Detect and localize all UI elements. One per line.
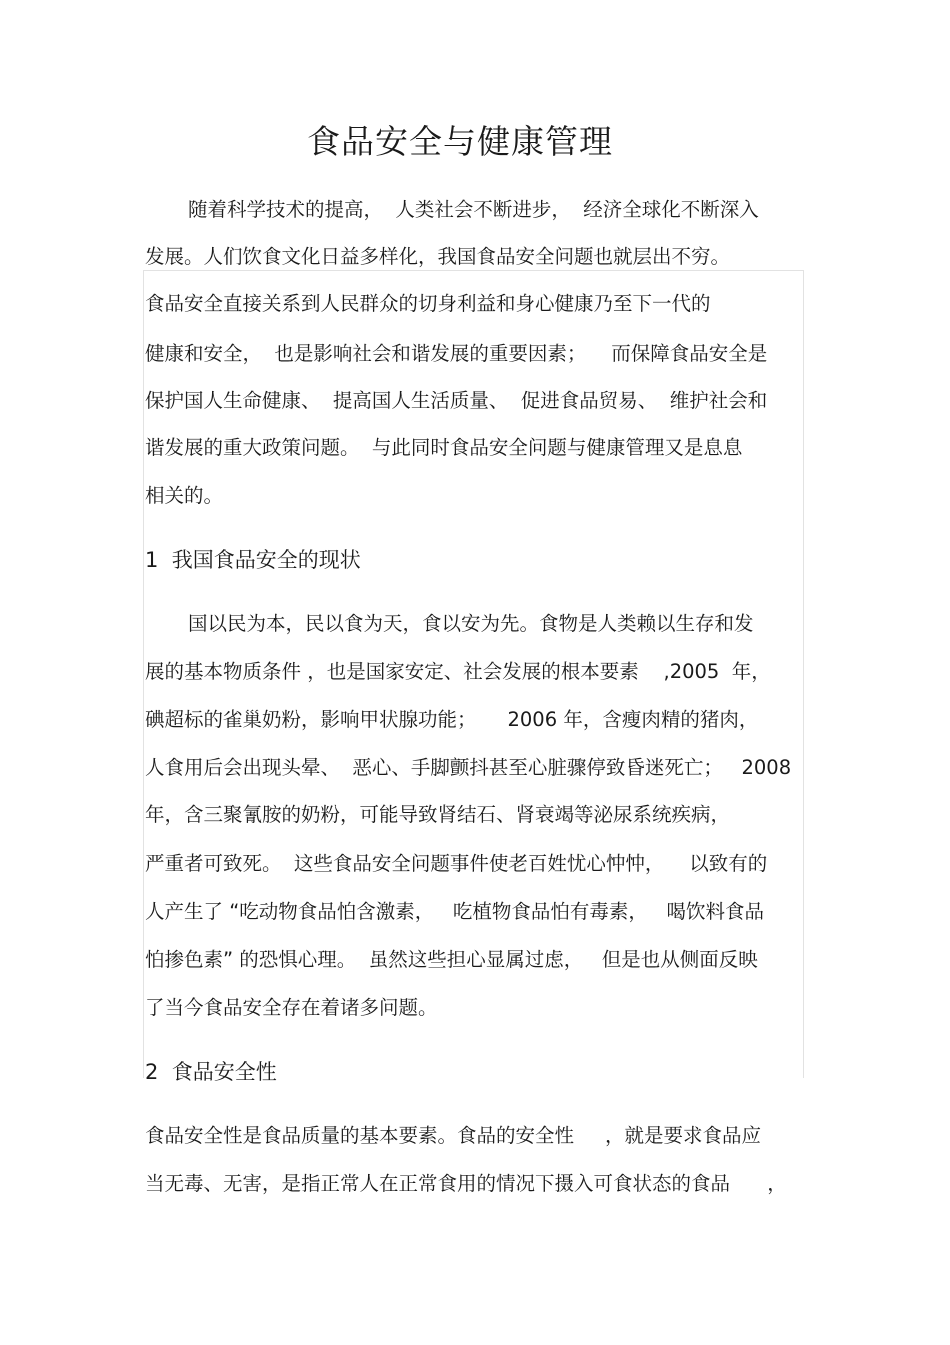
intro-line-1: 随着科学技术的提高， 人类社会不断进步， 经济全球化不断深入 [188,198,759,221]
intro-line-4: 健康和安全， 也是影响社会和谐发展的重要因素； 而保障食品安全是 [145,342,768,365]
intro-line-5: 保护国人生命健康、 提高国人生活质量、 促进食品贸易、 维护社会和 [145,389,768,412]
section1-line-7: 人产生了 “吃动物食品怕含激素， 吃植物食品怕有毒素， 喝饮料食品 [145,900,764,923]
section1-line-8: 怕掺色素” 的恐惧心理。 虽然这些担心显属过虑， 但是也从侧面反映 [145,948,758,971]
intro-line-6: 谐发展的重大政策问题。 与此同时食品安全问题与健康管理又是息息 [145,436,743,459]
section1-line-5: 年，含三聚氰胺的奶粉，可能导致肾结石、肾衰竭等泌尿系统疾病， [145,803,731,826]
section1-heading: 1 我国食品安全的现状 [145,548,361,572]
section2-line-1: 食品安全性是食品质量的基本要素。食品的安全性 ，就是要求食品应 [145,1124,761,1147]
document-title: 食品安全与健康管理 [307,122,613,161]
section1-line-1: 国以民为本，民以食为天，食以安为先。食物是人类赖以生存和发 [188,612,754,635]
intro-line-2: 发展。人们饮食文化日益多样化，我国食品安全问题也就层出不穷。 [145,245,731,268]
section1-line-2: 展的基本物质条件 ，也是国家安定、社会发展的根本要素 ,2005 年， [145,660,771,683]
section1-line-4: 人食用后会出现头晕、 恶心、手脚颤抖甚至心脏骤停致昏迷死亡； 2008 [145,756,792,779]
section2-line-2: 当无毒、无害，是指正常人在正常食用的情况下摄入可食状态的食品 ， [145,1172,787,1195]
intro-line-3: 食品安全直接关系到人民群众的切身利益和身心健康乃至下一代的 [145,292,711,315]
section1-line-3: 碘超标的雀巢奶粉，影响甲状腺功能； 2006 年，含瘦肉精的猪肉， [145,708,759,731]
section2-heading: 2 食品安全性 [145,1060,277,1084]
intro-line-7: 相关的。 [145,484,224,507]
section1-line-9: 了当今食品安全存在着诸多问题。 [145,996,438,1019]
section1-line-6: 严重者可致死。 这些食品安全问题事件使老百姓忧心忡忡， 以致有的 [145,852,768,875]
